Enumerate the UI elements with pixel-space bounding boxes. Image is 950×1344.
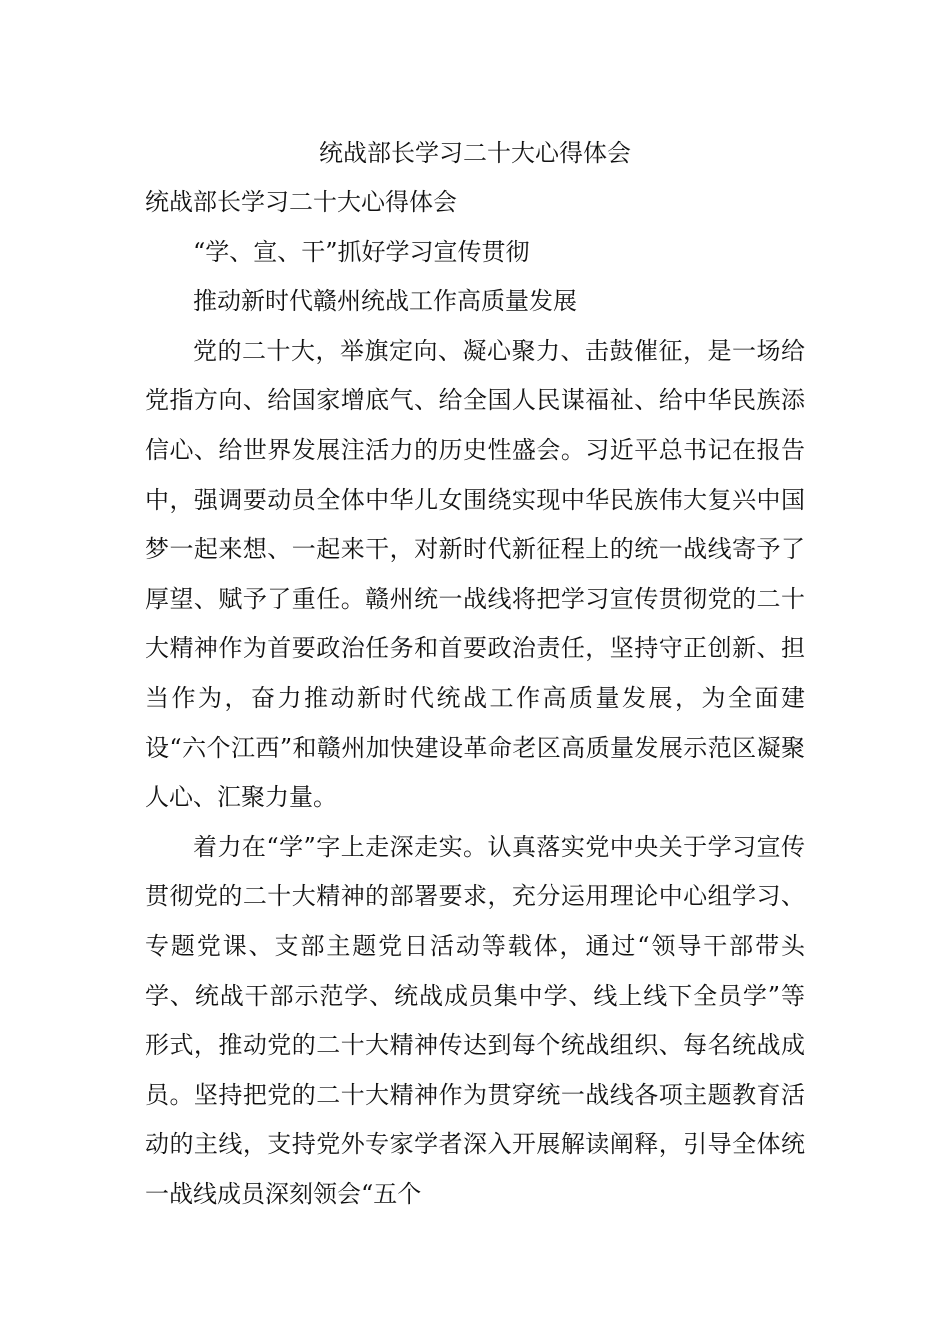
document-title: 统战部长学习二十大心得体会 bbox=[319, 139, 631, 167]
body-paragraph-2: 着力在“学”字上走深走实。认真落实党中央关于学习宣传贯彻党的二十大精神的部署要求，充分运用理论中心组学习、专题党课、支部主题党日活动等载体，通过“领导干部带头学、统战干部示范学、统战成员集中学、线上线下全员学”等形式，推动党的二十大精神传达到每个统战组织、每名统战成员。坚持把党的二十大精神作为贯穿统一战线各项主题教育活动的主线，支持党外专家学者深入开展解读阐释，引导全体统一战线成员深刻领会“五个 bbox=[145, 832, 805, 1208]
heading-line-1: “学、宣、干”抓好学习宣传贯彻 bbox=[193, 237, 530, 266]
heading-line-2: 推动新时代赣州统战工作高质量发展 bbox=[193, 287, 577, 316]
document-body bbox=[145, 178, 805, 1219]
body-paragraph-1: 党的二十大，举旗定向、凝心聚力、击鼓催征，是一场给党指方向、给国家增底气、给全国人民谋福祉、给中华民族添信心、给世界发展注活力的历史性盛会。习近平总书记在报告中，强调要动员全体中华儿女围绕实现中华民族伟大复兴中国梦一起来想、一起来干，对新时代新征程上的统一战线寄予了厚望、赋予了重任。赣州统一战线将把学习宣传贯彻党的二十大精神作为首要政治任务和首要政治责任，坚持守正创新、担当作为，奋力推动新时代统战工作高质量发展，为全面建设“六个江西”和赣州加快建设革命老区高质量发展示范区凝聚人心、汇聚力量。 bbox=[145, 336, 805, 812]
document-subtitle: 统战部长学习二十大心得体会 bbox=[145, 188, 457, 216]
